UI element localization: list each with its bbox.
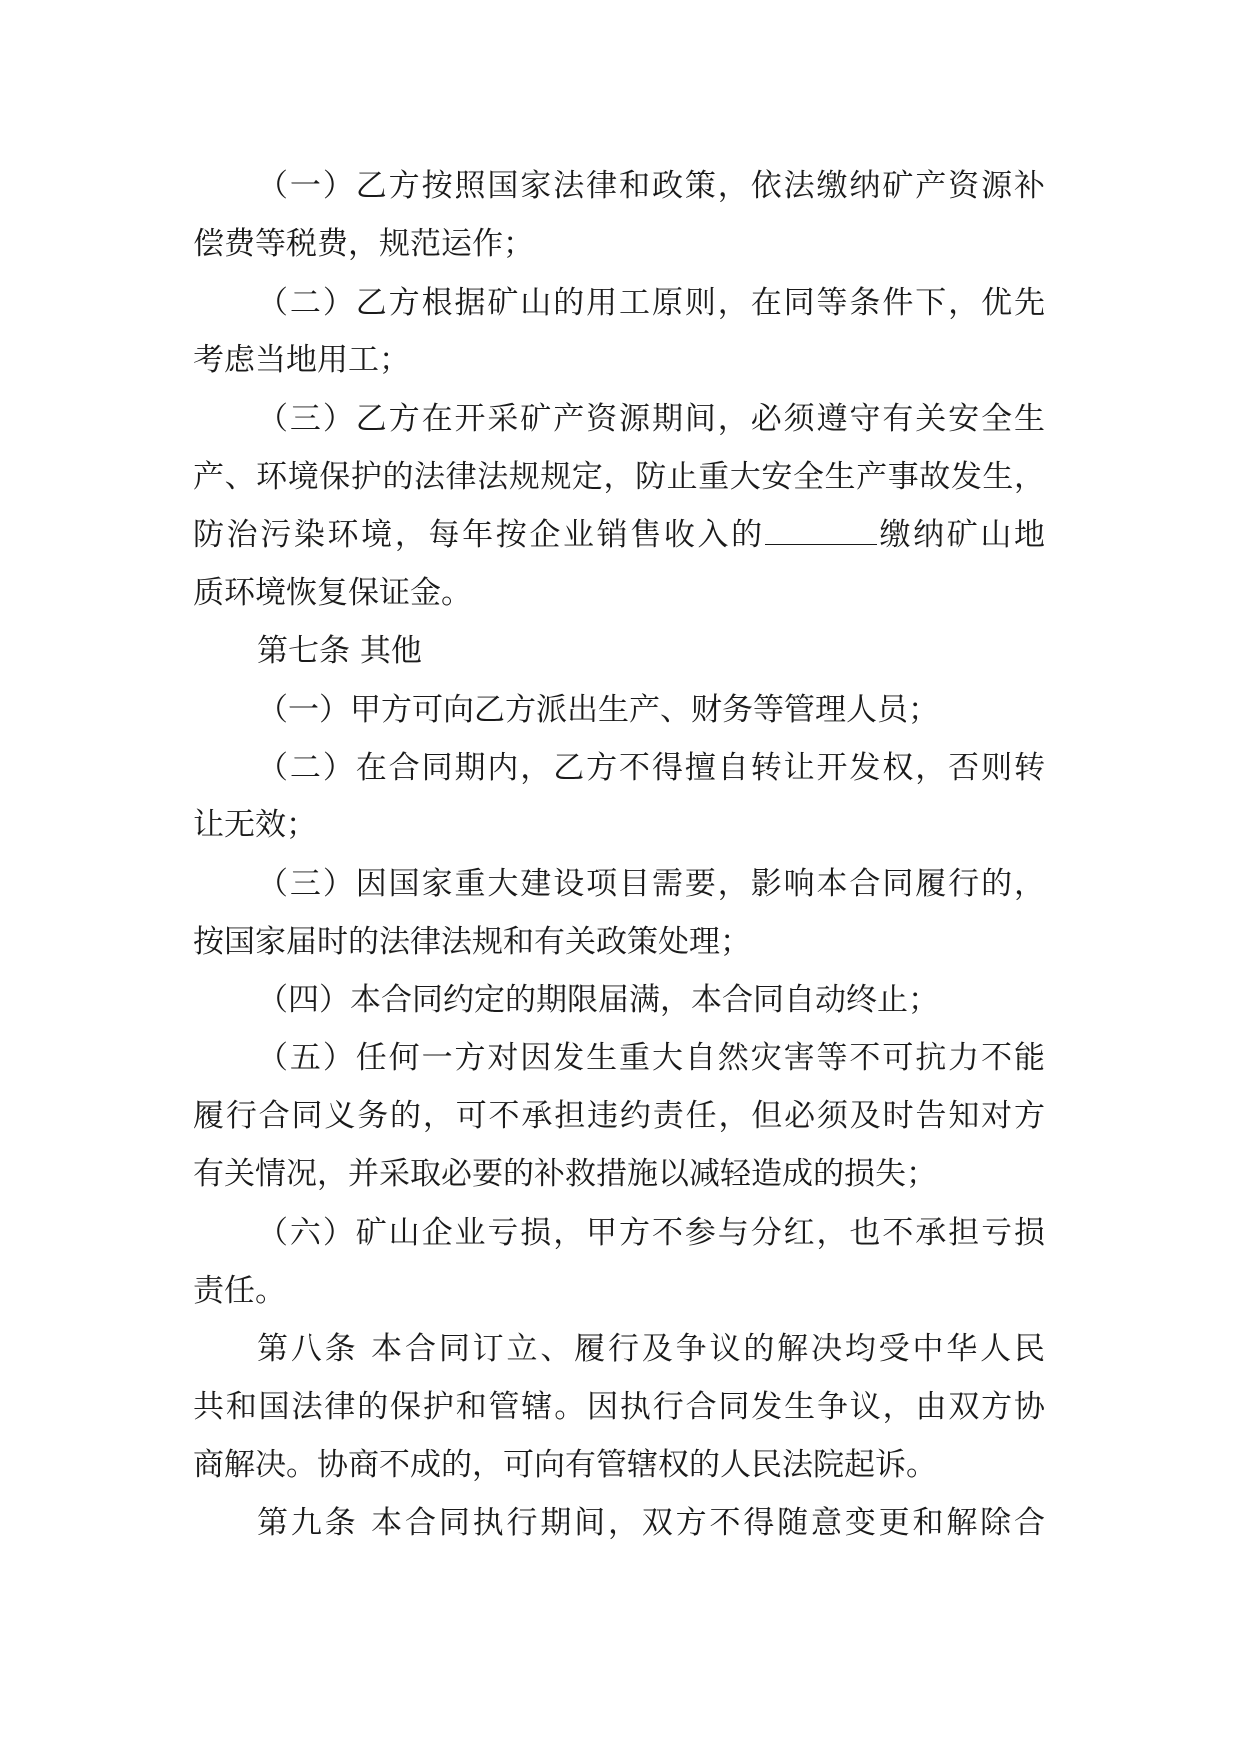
article-7-item-1: （一）甲方可向乙方派出生产、财务等管理人员； <box>257 692 939 728</box>
article-7-item-5-line-2: 履行合同义务的，可不承担违约责任，但必须及时告知对方 <box>193 1098 1045 1134</box>
clause-6-item-3-line-4: 质环境恢复保证金。 <box>193 575 472 611</box>
article-7-item-6-line-1: （六）矿山企业亏损，甲方不参与分红，也不承担亏损 <box>257 1215 1045 1251</box>
article-8-line-1: 第八条 本合同订立、履行及争议的解决均受中华人民 <box>257 1331 1045 1367</box>
article-7-item-4: （四）本合同约定的期限届满，本合同自动终止； <box>257 982 939 1018</box>
article-9-line-1: 第九条 本合同执行期间，双方不得随意变更和解除合 <box>257 1505 1045 1541</box>
clause-6-item-3-line-1: （三）乙方在开采矿产资源期间，必须遵守有关安全生 <box>257 401 1045 437</box>
article-7-item-5-line-1: （五）任何一方对因发生重大自然灾害等不可抗力不能 <box>257 1040 1045 1076</box>
clause-6-item-3-line-3-tail: 缴纳矿山地 <box>876 517 1046 553</box>
article-8-line-3: 商解决。协商不成的，可向有管辖权的人民法院起诉。 <box>193 1447 937 1483</box>
clause-6-item-2-line-2: 考虑当地用工； <box>193 342 410 378</box>
fill-in-blank <box>765 518 877 545</box>
clause-6-item-3-line-2: 产、环境保护的法律法规规定，防止重大安全生产事故发生， <box>193 459 1045 495</box>
article-7-heading: 第七条 其他 <box>257 633 422 669</box>
article-7-item-5-line-3: 有关情况，并采取必要的补救措施以减轻造成的损失； <box>193 1156 937 1192</box>
article-7-item-3-line-2: 按国家届时的法律法规和有关政策处理； <box>193 924 751 960</box>
clause-6-item-2-line-1: （二）乙方根据矿山的用工原则，在同等条件下，优先 <box>257 285 1045 321</box>
clause-6-item-1-line-2: 偿费等税费，规范运作； <box>193 226 534 262</box>
article-7-item-2-line-2: 让无效； <box>193 807 317 843</box>
clause-6-item-3-line-3-text: 防治污染环境，每年按企业销售收入的 <box>193 517 765 553</box>
article-7-item-3-line-1: （三）因国家重大建设项目需要，影响本合同履行的， <box>257 866 1045 902</box>
clause-6-item-1-line-1: （一）乙方按照国家法律和政策，依法缴纳矿产资源补 <box>257 168 1045 204</box>
article-7-item-2-line-1: （二）在合同期内，乙方不得擅自转让开发权，否则转 <box>257 750 1045 786</box>
article-8-line-2: 共和国法律的保护和管辖。因执行合同发生争议，由双方协 <box>193 1389 1045 1425</box>
article-7-item-6-line-2: 责任。 <box>193 1273 286 1309</box>
clause-6-item-3-line-3 <box>193 513 1045 557</box>
